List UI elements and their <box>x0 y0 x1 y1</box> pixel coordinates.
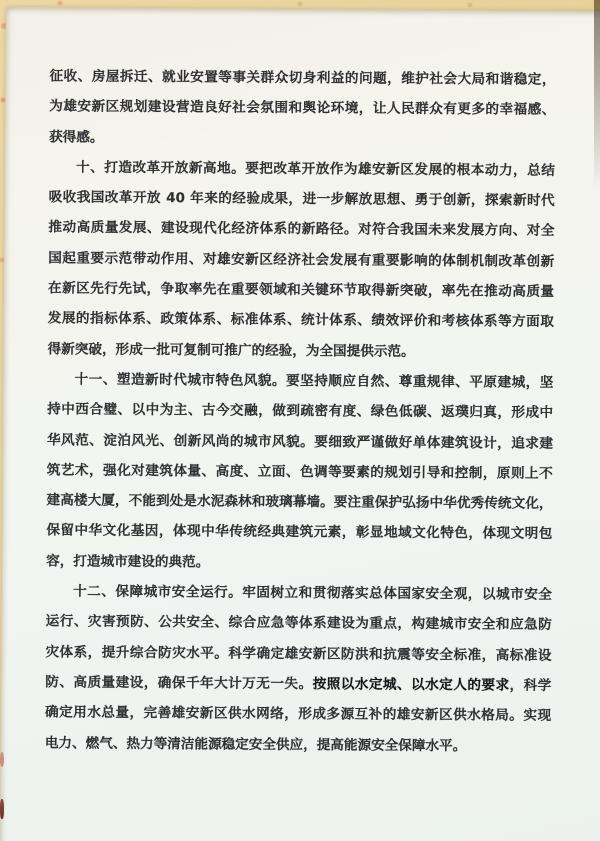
paper-page <box>0 7 600 841</box>
emphasis-text: 按照以水定城、以水定人的要求 <box>312 676 510 694</box>
text-run: 十、打造改革开放新高地。要把改革开放作为雄安新区发展的根本动力，总结 <box>76 159 555 179</box>
text-line <box>47 395 553 429</box>
photo-edge-speck <box>0 752 4 767</box>
text-run: 保留中华文化基因，体现中华传统经典建筑元素，彰显地域文化特色，体现文明包 <box>46 522 553 543</box>
text-run: 十二、保障城市安全运行。牢固树立和贯彻落实总体国家安全观，以城市安全 <box>73 583 552 603</box>
text-line <box>48 334 554 368</box>
text-line <box>46 607 552 641</box>
text-run: 得新突破，形成一批可复制可推广的经验，为全国提供示范。 <box>47 340 415 360</box>
text-run: 防、高质量建设，确保千年大计万无一失。 <box>45 674 313 693</box>
text-line <box>47 425 553 459</box>
text-line <box>47 364 553 398</box>
text-run: 确定用水总量，完善雄安新区供水网络，形成多源互补的雄安新区供水格局。实现 <box>45 704 552 725</box>
text-run: 在新区先行先试，争取率先在重要领域和关键环节取得新突破，率先在推动高质量 <box>47 280 555 300</box>
text-line <box>49 122 555 156</box>
photo-corner-mark <box>0 799 4 819</box>
text-run: 筑艺术，强化对建筑体量、高度、立面、色调等要素的规划引导和控制，原则上不 <box>46 462 553 482</box>
text-run: 运行、灾害预防、公共安全、综合应急等体系建设为重点，构建城市安全和应急防 <box>45 613 552 634</box>
text-line <box>45 667 551 701</box>
text-run: 国起重要示范带动作用、对雄安新区经济社会发展有重要影响的体制机制改革创新 <box>48 250 555 270</box>
text-run: 灾体系，提升综合防灾水平。科学确定雄安新区防洪和抗震等安全标准，高标准设 <box>45 643 552 664</box>
text-line <box>45 698 551 732</box>
text-run: 建高楼大厦，不能到处是水泥森林和玻璃幕墙。要注重保护弘扬中华优秀传统文化， <box>46 492 553 512</box>
photo-dark-edge <box>594 0 600 190</box>
text-line <box>49 92 555 126</box>
text-run: 容，打造城市建设的典范。 <box>46 553 210 571</box>
text-line <box>48 304 554 338</box>
text-line <box>45 637 551 671</box>
document-text <box>45 61 556 761</box>
text-line <box>48 243 554 277</box>
text-run: 吸收我国改革开放 40 年来的经验成果，进一步解放思想、勇于创新，探索新时代 <box>48 189 555 210</box>
text-line <box>46 576 552 610</box>
text-line <box>48 273 554 307</box>
text-line <box>46 485 552 519</box>
text-run: 持中西合璧、以中为主、古今交融，做到疏密有度、绿色低碳、返璞归真，形成中 <box>47 401 554 422</box>
text-run: ，科学 <box>509 677 552 694</box>
text-run: 华风范、淀泊风光、创新风尚的城市风貌。要细致严谨做好单体建筑设计，追求建 <box>46 431 554 452</box>
text-run: 十一、塑造新时代城市特色风貌。要坚持顺应自然、尊重规律、平原建城，坚 <box>74 371 554 391</box>
text-run: 推动高质量发展、建设现代化经济体系的新路径。对符合我国未来发展方向、对全 <box>48 219 555 240</box>
text-run: 电力、燃气、热力等清洁能源稳定安全供应，提高能源安全保障水平。 <box>44 734 467 754</box>
text-run: 发展的指标体系、政策体系、标准体系、统计体系、绩效评价和考核体系等方面取 <box>47 310 554 331</box>
text-run: 征收、房屋拆迁、就业安置等事关群众切身利益的问题，维护社会大局和谐稳定， <box>49 68 556 88</box>
text-line <box>46 546 552 580</box>
text-line <box>49 182 555 216</box>
text-line <box>46 516 552 550</box>
text-run: 为雄安新区规划建设营造良好社会氛围和舆论环境，让人民群众有更多的幸福感、 <box>49 98 556 119</box>
text-line <box>47 455 553 489</box>
text-line <box>45 728 551 762</box>
text-line <box>49 61 555 95</box>
text-run: 获得感。 <box>49 128 104 146</box>
text-line <box>48 213 554 247</box>
text-line <box>49 152 555 186</box>
